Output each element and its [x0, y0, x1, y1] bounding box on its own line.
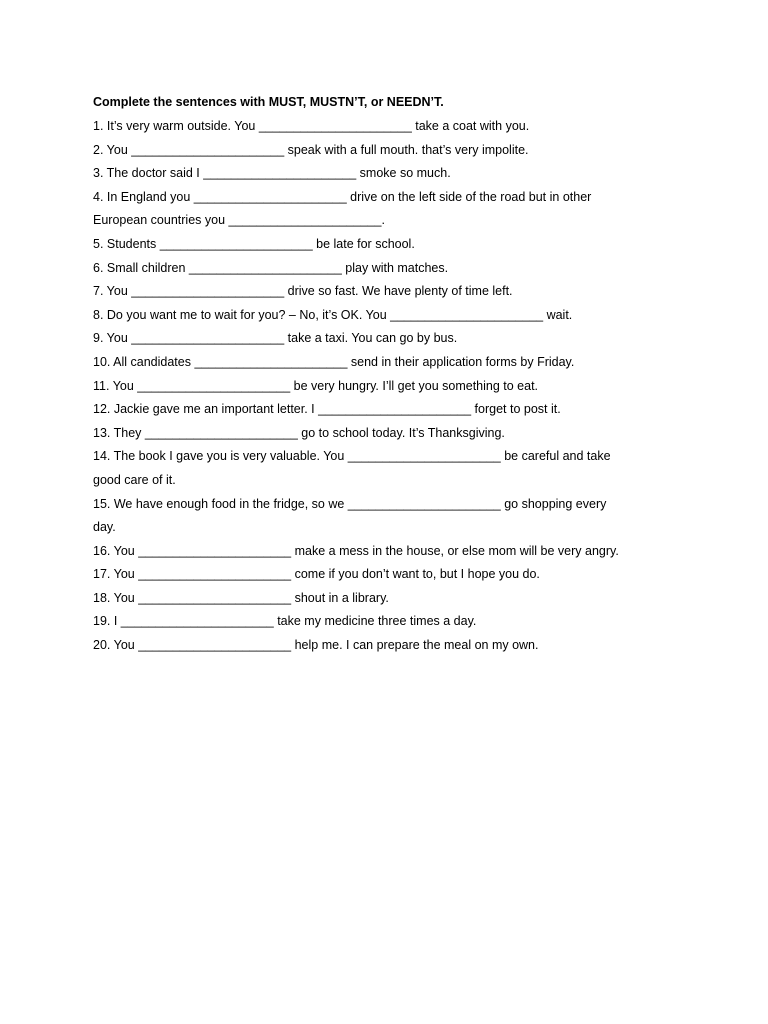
- exercise-line: 2. You ______________________ speak with a full mouth. that’s very impolite.: [93, 142, 529, 157]
- exercise-line: 17. You ______________________ come if you don’t want to, but I hope you do.: [93, 567, 540, 582]
- exercise-line: 15. We have enough food in the fridge, so we ______________________ go shopping every: [93, 496, 607, 511]
- exercise-line: 13. They ______________________ go to school today. It’s Thanksgiving.: [93, 425, 505, 440]
- worksheet-page: [93, 92, 653, 658]
- exercise-line: 1. It’s very warm outside. You ______________________ take a coat with you.: [93, 119, 530, 133]
- exercise-line: 18. You ______________________ shout in a library.: [93, 590, 389, 605]
- exercise-line: good care of it.: [93, 472, 176, 487]
- exercise-line: 16. You ______________________ make a mess in the house, or else mom will be very angry.: [93, 543, 619, 558]
- exercise-line: 8. Do you want me to wait for you? – No, it’s OK. You ______________________ wait.: [93, 307, 573, 322]
- exercise-line: 9. You ______________________ take a taxi. You can go by bus.: [93, 331, 458, 346]
- exercise-line: 6. Small children ______________________ play with matches.: [93, 260, 449, 275]
- exercise-line: 11. You ______________________ be very hungry. I’ll get you something to eat.: [93, 378, 539, 393]
- exercise-line: 3. The doctor said I ______________________ smoke so much.: [93, 166, 451, 181]
- exercise-list: [93, 115, 653, 658]
- exercise-line: day.: [93, 520, 116, 535]
- worksheet-title: Complete the sentences with MUST, MUSTN’T, or NEEDN’T.: [93, 95, 444, 109]
- exercise-line: 20. You ______________________ help me. I can prepare the meal on my own.: [93, 638, 539, 653]
- exercise-line: 19. I ______________________ take my medicine three times a day.: [93, 614, 477, 629]
- exercise-line: 14. The book I gave you is very valuable. You ______________________ be careful and take: [93, 449, 611, 464]
- exercise-line: 4. In England you ______________________ drive on the left side of the road but in other: [93, 189, 592, 204]
- exercise-line: 10. All candidates ______________________ send in their application forms by Friday.: [93, 354, 575, 369]
- exercise-line: 5. Students ______________________ be late for school.: [93, 236, 415, 251]
- exercise-line: 12. Jackie gave me an important letter. I ______________________ forget to post it.: [93, 402, 561, 417]
- exercise-line: 7. You ______________________ drive so fast. We have plenty of time left.: [93, 284, 513, 299]
- exercise-line: European countries you ______________________.: [93, 213, 385, 228]
